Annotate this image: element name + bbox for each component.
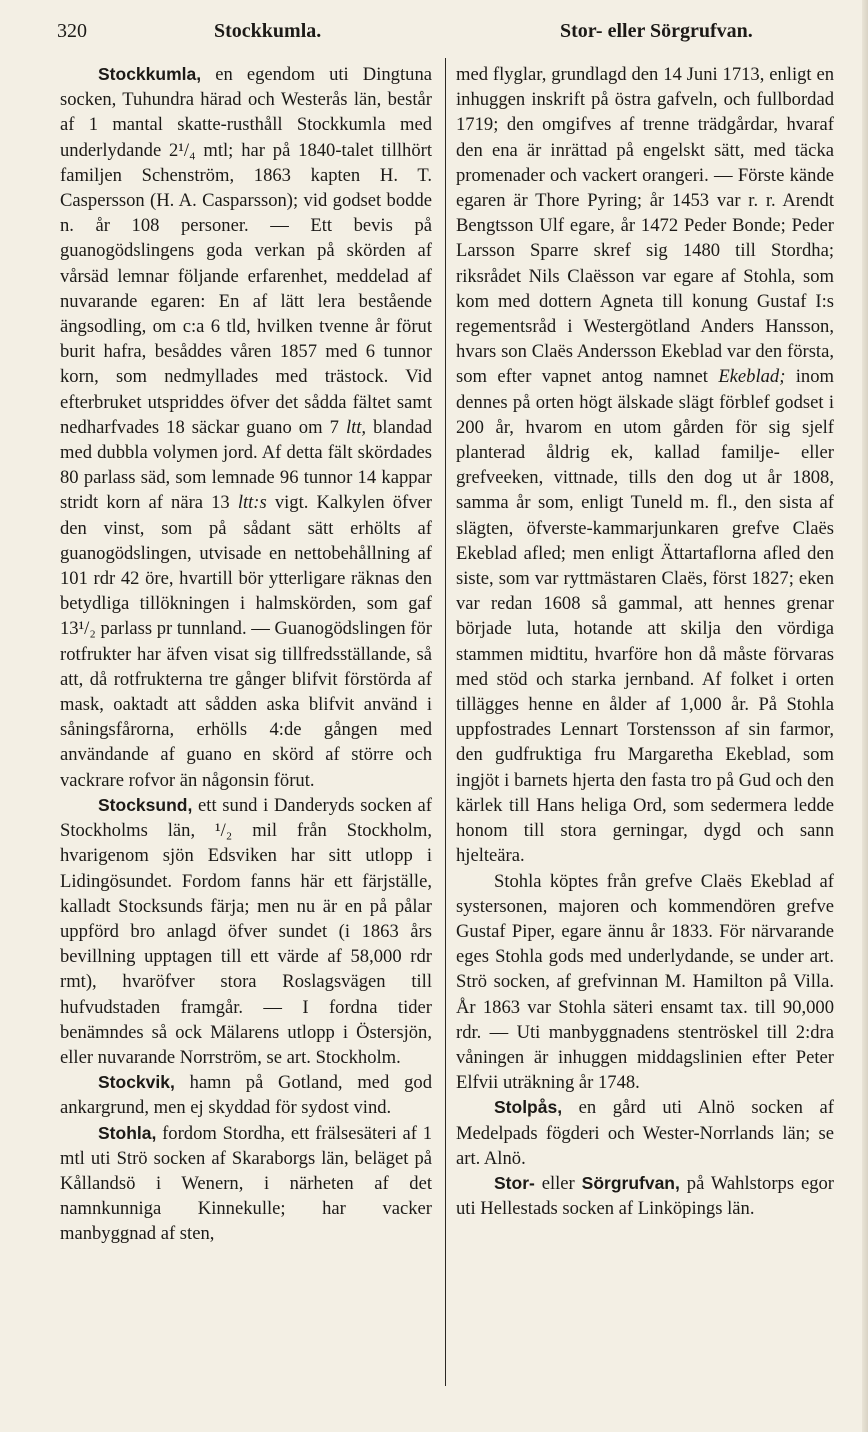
- entry-stockkumla: [60, 62, 432, 793]
- entry-text: på Wahlstorps egor uti Hellestads socken af Linköpings län.: [456, 1172, 835, 1220]
- running-head-right: Stor- eller Sörgrufvan.: [560, 20, 753, 42]
- right-column: [456, 62, 834, 1221]
- headword: Stocksund,: [98, 794, 193, 815]
- entry-text: blandad med dubbla volymen jord. Af detta fält skördades 80 parlass säd, som lemnade 96 tunnor 14 kappar stridt korn af nära 13: [60, 416, 432, 514]
- entry-stohla: [60, 1121, 432, 1247]
- page-header: [0, 20, 868, 54]
- headword-variant: Sörgrufvan,: [581, 1172, 680, 1193]
- entry-text: Stohla köptes från grefve Claës Ekeblad af systersonen, majoren och kommendören grefve Gustaf Piper, egare ännu år 1833. För närvarande eges Stohla gods med underlydande, se under art. Strö socken, af grefvinnan M. Hamilton på Villa. År 1863 var Stohla säteri ensamt tax. till 90,000 rdr. — Uti manbyggnadens stentröskel till 2:dra våningen är inhuggen middagslinien efter Peter Elfvii uträkning år 1748.: [456, 870, 834, 1094]
- headword: Stor-: [494, 1172, 535, 1193]
- entry-text: med flyglar, grundlagd den 14 Juni 1713, enligt en inhuggen inskrift på östra gafveln, och fullbordad 1719; den omgifves af trenne trädgårdar, hvaraf den ena är inrättad på engelskt sätt, med täcka promenader och vackert orangeri. — Förste kände egaren är Thore Pyring; år 1453 var r. r. Arendt Bengtsson Ulf egare, år 1472 Peder Bonde; Peder Larsson Sparre skref sig 1480 till Stordha; riksrådet Nils Claësson var egare af Stohla, som kom med dottern Agneta till konung Gustaf I:s regementsråd i Westergötland Anders Hansson, hvars son Claës Andersson Ekeblad var den första, som efter vapnet antog namnet: [456, 64, 834, 388]
- entry-stohla-continued: [456, 62, 834, 869]
- family-name-italic: Ekeblad;: [718, 366, 786, 388]
- entry-text: en egendom uti Dingtuna socken, Tuhundra härad och Westerås län, består af 1 mantal skatte-rusthåll Stockkumla med underlydande 2¹/₄ mtl; har på 1840-talet tillhört familjen Schenström, 1863 kapten H. T. Caspersson (H. A. Casparsson); vid godset bodde n. år 108 personer. — Ett bevis på guanogödslingens goda verkan på skörden af vårsäd lemnar följande erfarenhet, meddelad af nuvarande egaren: En af lätt lera bestående ängsodling, om c:a 6 tld, hvilken tvenne år förut burit hafra, besåddes våren 1857 med 6 tunnor korn, som nedmyllades med trästock. Vid efterbruket utspriddes öfver det sådda fältet samt nedharfvades 18 säckar guano om 7: [60, 64, 432, 438]
- entry-text: inom dennes på orten högt älskade slägt förblef godset i 200 år, hvarom en utom gården för sig sjelf planterad åldrig ek, kallad familje- eller grefveeken, vittnade, tills den dog ut år 1808, samma år som, enligt Tuneld m. fl., den sista af slägten, öfverste-kammarjunkaren grefve Claës Ekeblad afled; men enligt Ättartaflorna afled den siste, som var ryttmästaren Claës, först 1827; eken var redan 1608 så gammal, att hennes grenar började luta, hotande att skilja den vördiga stammen midtitu, hvarföre hon då måste förvaras med stöd och starka jernband. Af folket i orten tillägges henne en ålder af 1,000 år. På Stohla uppfostrades Lennart Torstensson af sin farmor, den gudfruktiga fru Margaretha Ekeblad, som ingjöt i barnets hjerta den fasta tro på Gud och den kärlek till Hans heliga Ord, som sedermera ledde honom till stora gerningar, dygd och sann hjelteära.: [456, 366, 834, 867]
- unit-abbrev: ltt,: [345, 416, 367, 438]
- unit-abbrev: ltt:s: [237, 492, 267, 514]
- headword: Stockvik,: [98, 1072, 175, 1093]
- page-edge: [862, 0, 868, 1432]
- headword: Stohla,: [98, 1122, 157, 1143]
- entry-storgrufvan: [456, 1171, 834, 1221]
- left-column: [60, 62, 432, 1247]
- entry-text: vigt. Kalkylen öfver den vinst, som på sådant sätt erhölts af guanogödslingen, utvisade en nettobehållning af 101 rdr 42 öre, hvartill bör ytterligare räknas den betydliga tillökningen i halmskörden, som gaf 13¹/₂ parlass pr tunnland. — Guanogödslingen för rotfrukter har äfven visat sig tillfredsställande, så att, då rotfrukterna tre gånger blifvit förstörda af mask, oaktadt att sådden aska blifvit använd i såningsfårorna, erhölls 4:de gången med användande af guano en skörd af större och vackrare rofvor än någonsin förut.: [60, 492, 432, 791]
- entry-text: ett sund i Danderyds socken af Stockholms län, ¹/₂ mil från Stockholm, hvarigenom sjön Edsviken har sitt utlopp i Lidingösundet. Fordom fanns här ett färjställe, kalladt Stocksunds färja; men nu är en på pålar uppförd bro anlagd öfver sundet (i 1863 års bevillning upptagen till ett värde af 58,000 rdr rmt), hvaröfver stora Roslagsvägen till hufvudstaden framgår. — I fordna tider benämndes så ock Mälarens utlopp i Östersjön, eller nuvarande Norrström, se art. Stockholm.: [60, 794, 432, 1068]
- page-number: 320: [57, 20, 87, 42]
- entry-text: hamn på Gotland, med god ankargrund, men ej skyddad för sydost vind.: [60, 1072, 432, 1119]
- entry-text: eller: [534, 1172, 582, 1194]
- entry-stockvik: [60, 1070, 432, 1120]
- entry-text: fordom Stordha, ett frälsesäteri af 1 mtl uti Strö socken af Skaraborgs län, beläget på Kållandsö i Wenern, i närheten af det namnkunniga Kinnekulle; har vacker manbyggnad af sten,: [60, 1122, 432, 1245]
- headword: Stolpås,: [494, 1097, 563, 1118]
- column-divider: [445, 58, 446, 1386]
- running-head-left: Stockkumla.: [214, 20, 322, 42]
- entry-stolpas: [456, 1095, 834, 1171]
- entry-text: en gård uti Alnö socken af Medelpads fögderi och Wester-Norrlands län; se art. Alnö.: [456, 1097, 834, 1169]
- headword: Stockkumla,: [98, 64, 202, 84]
- entry-stocksund: [60, 793, 432, 1070]
- entry-stohla-paragraph: [456, 869, 834, 1096]
